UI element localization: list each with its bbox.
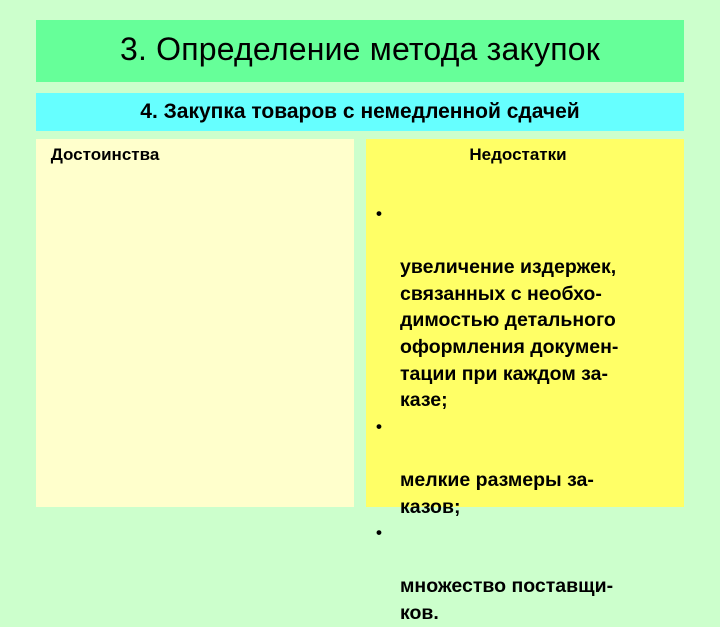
list-item-text: множество поставщи- ков.: [400, 575, 614, 624]
list-item: [366, 414, 618, 520]
bullet-icon: •: [376, 204, 382, 223]
list-item-text: мелкие размеры за- казов;: [400, 468, 594, 518]
list-item: [366, 201, 618, 414]
slide-title: 3. Определение метода закупок: [119, 30, 601, 67]
advantages-header: Достоинства: [50, 145, 160, 164]
list-item-text: увеличение издержек, связанных с необхо- димостью детального оформления докумен- тации при каждом за- казе;: [400, 256, 619, 412]
slide-title-bar: [36, 20, 684, 82]
disadvantages-panel: [366, 139, 684, 624]
bullet-icon: •: [376, 523, 382, 543]
disadvantages-header: Недостатки: [469, 145, 567, 164]
bullet-icon: •: [376, 416, 382, 436]
list-item: [366, 520, 618, 626]
slide-subtitle-bar: [36, 93, 684, 131]
advantages-panel: [36, 139, 354, 507]
slide-subtitle: 4. Закупка товаров с немедленной сдачей: [140, 100, 580, 123]
disadvantages-list: [366, 201, 618, 627]
